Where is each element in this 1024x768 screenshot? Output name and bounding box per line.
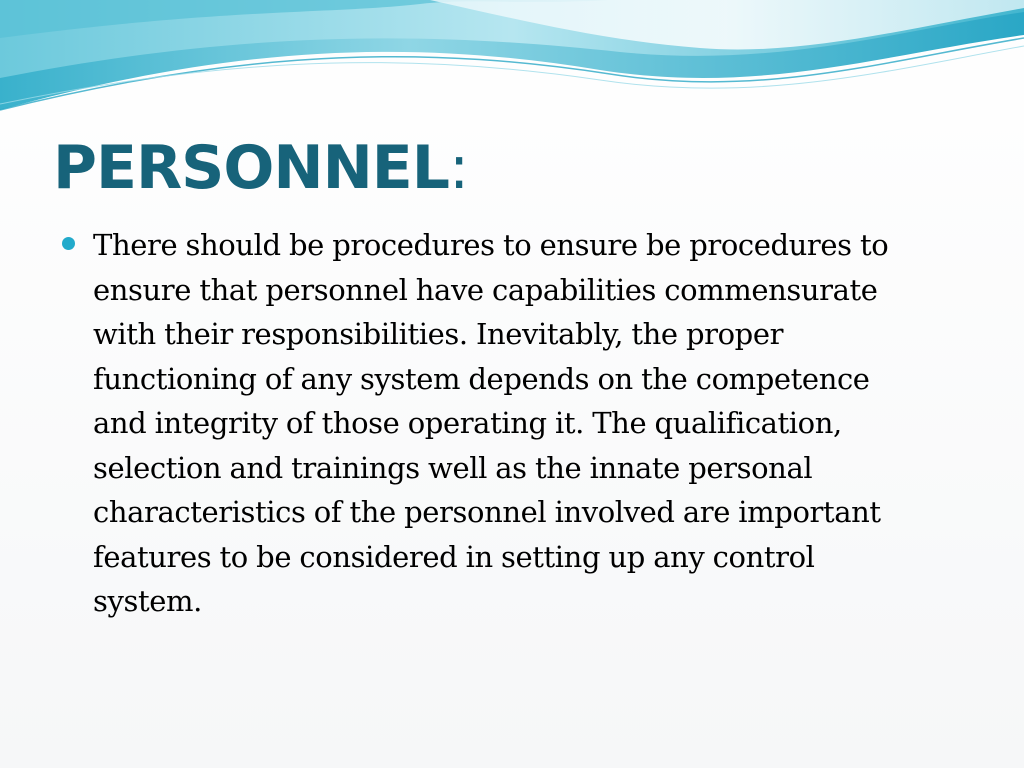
bullet-item	[62, 223, 974, 624]
bullet-line: system.	[93, 584, 202, 618]
header-wave-decoration	[0, 0, 1024, 130]
bullet-dot-icon	[62, 237, 75, 250]
bullet-line: ensure that personnel have capabilities commensurate	[93, 272, 878, 307]
bullet-line: functioning of any system depends on the competence	[93, 361, 870, 396]
bullet-list	[62, 223, 974, 624]
bullet-line: selection and trainings well as the innate personal	[93, 450, 813, 485]
slide-title-text: PERSONNEL	[53, 133, 450, 203]
bullet-line: with their responsibilities. Inevitably, the proper	[93, 317, 784, 351]
bullet-text	[93, 223, 974, 624]
bullet-line: There should be procedures to ensure be procedures to	[93, 228, 889, 262]
bullet-line: features to be considered in setting up any control	[93, 539, 815, 574]
bullet-line: and integrity of those operating it. The qualification,	[93, 406, 842, 440]
slide-title-colon: :	[449, 133, 469, 203]
bullet-line: characteristics of the personnel involved are important	[93, 495, 881, 529]
slide-title	[53, 128, 468, 208]
